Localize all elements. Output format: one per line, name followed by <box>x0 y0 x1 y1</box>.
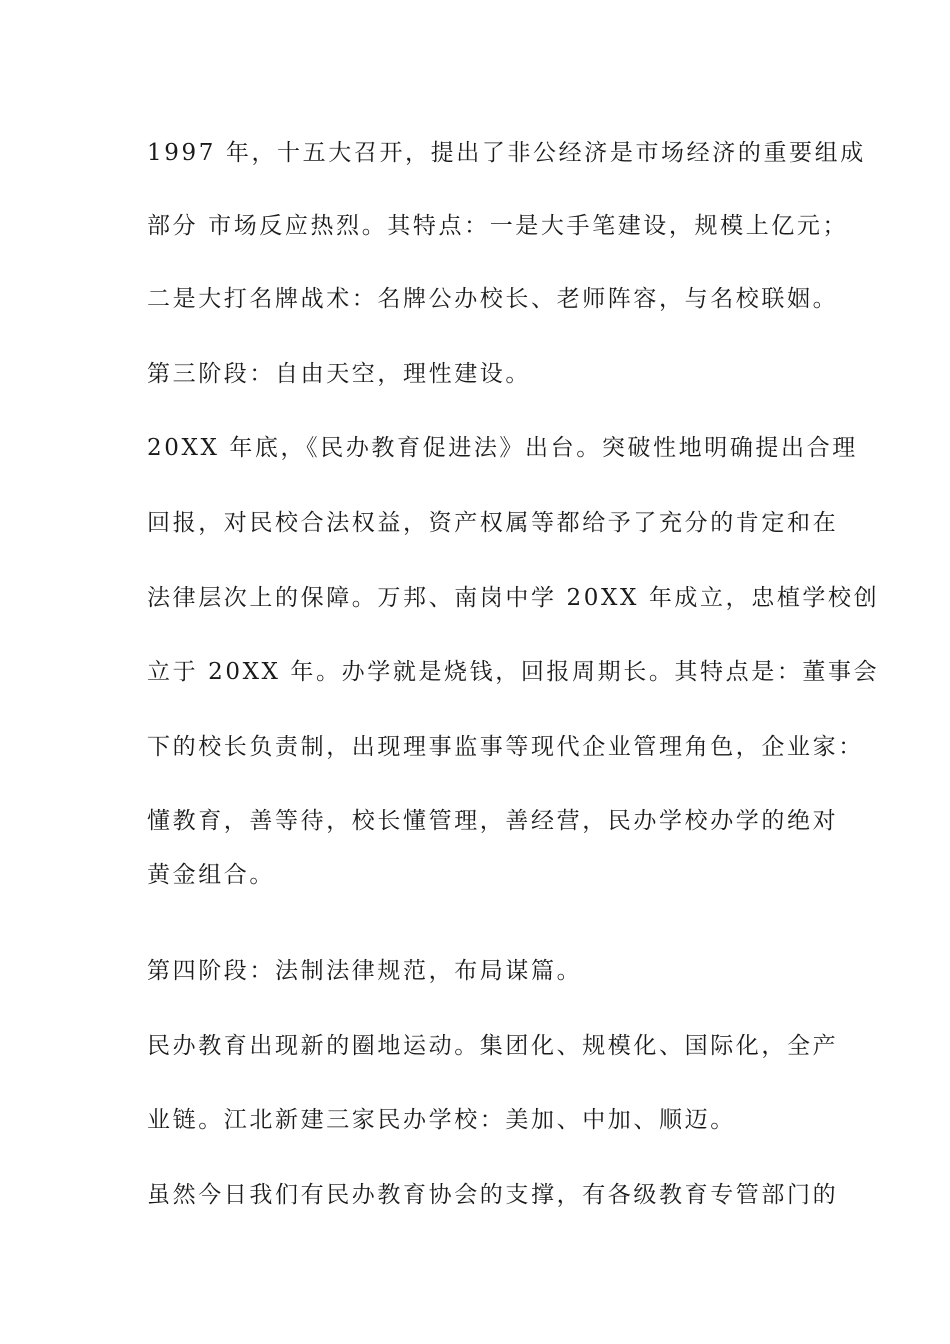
text-line: 20XX 年底，《民办教育促进法》出台。突破性地明确提出合理 <box>147 435 858 461</box>
text-line: 回报，对民校合法权益，资产权属等都给予了充分的肯定和在 <box>147 510 839 536</box>
text-line: 下的校长负责制，出现理事监事等现代企业管理角色，企业家： <box>147 734 864 760</box>
text-line: 民办教育出现新的圈地运动。集团化、规模化、国际化，全产 <box>147 1033 839 1059</box>
text-line: 部分 市场反应热烈。其特点：一是大手笔建设，规模上亿元； <box>147 213 849 239</box>
text-line: 虽然今日我们有民办教育协会的支撑，有各级教育专管部门的 <box>147 1182 839 1208</box>
text-line: 法律层次上的保障。万邦、南岗中学 20XX 年成立，忠植学校创 <box>147 585 880 611</box>
text-line: 业链。江北新建三家民办学校：美加、中加、顺迈。 <box>147 1107 736 1133</box>
text-line: 懂教育，善等待，校长懂管理，善经营，民办学校办学的绝对 <box>147 808 839 834</box>
text-line: 立于 20XX 年。办学就是烧钱，回报周期长。其特点是：董事会 <box>147 659 880 685</box>
section-heading: 第三阶段：自由天空，理性建设。 <box>147 361 531 387</box>
text-line: 1997 年，十五大召开，提出了非公经济是市场经济的重要组成 <box>147 140 866 166</box>
text-line: 二是大打名牌战术：名牌公办校长、老师阵容，与名校联姻。 <box>147 286 839 312</box>
text-line: 黄金组合。 <box>147 862 275 888</box>
section-heading: 第四阶段：法制法律规范，布局谋篇。 <box>147 958 583 984</box>
